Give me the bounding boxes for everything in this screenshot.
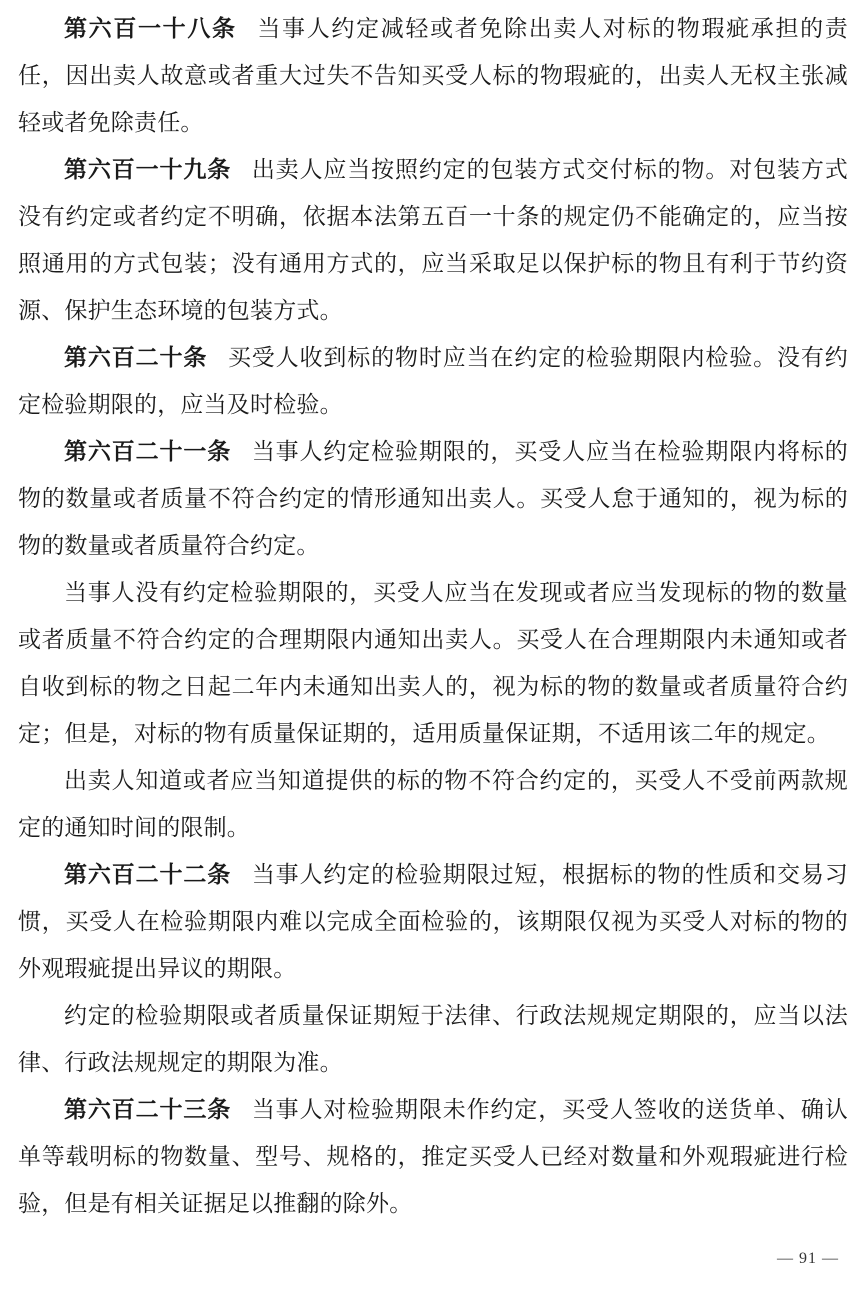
article-text: 出卖人应当按照约定的包装方式交付标的物。对包装方式没有约定或者约定不明确，依据本法第五百一十条的规定仍不能确定的，应当按照通用的方式包装；没有通用方式的，应当采取足以保护标的物且有利于节约资源、保护生态环境的包装方式。	[18, 157, 848, 324]
article-text: 当事人没有约定检验期限的，买受人应当在发现或者应当发现标的物的数量或者质量不符合约定的合理期限内通知出卖人。买受人在合理期限内未通知或者自收到标的物之日起二年内未通知出卖人的，视为标的物的数量或者质量符合约定；但是，对标的物有质量保证期的，适用质量保证期，不适用该二年的规定。	[18, 580, 848, 747]
paragraph-article-621-clause-3	[18, 758, 848, 852]
paragraph-article-620	[18, 335, 848, 429]
article-number: 第六百一十八条	[64, 16, 237, 42]
paragraph-article-622	[18, 852, 848, 993]
article-number: 第六百二十三条	[64, 1097, 232, 1123]
page-number: — 91 —	[777, 1250, 839, 1267]
document-body	[18, 6, 848, 1228]
article-text: 出卖人知道或者应当知道提供的标的物不符合约定的，买受人不受前两款规定的通知时间的限制。	[18, 768, 848, 841]
paragraph-article-621-clause-2	[18, 570, 848, 758]
paragraph-article-621	[18, 429, 848, 570]
article-text: 当事人约定的检验期限过短，根据标的物的性质和交易习惯，买受人在检验期限内难以完成全面检验的，该期限仅视为买受人对标的物的外观瑕疵提出异议的期限。	[18, 862, 848, 982]
paragraph-article-618	[18, 6, 848, 147]
paragraph-article-623	[18, 1087, 848, 1228]
paragraph-article-619	[18, 147, 848, 335]
article-text: 当事人对检验期限未作约定，买受人签收的送货单、确认单等载明标的物数量、型号、规格的，推定买受人已经对数量和外观瑕疵进行检验，但是有相关证据足以推翻的除外。	[18, 1097, 848, 1217]
paragraph-article-622-clause-2	[18, 993, 848, 1087]
article-text: 当事人约定减轻或者免除出卖人对标的物瑕疵承担的责任，因出卖人故意或者重大过失不告知买受人标的物瑕疵的，出卖人无权主张减轻或者免除责任。	[18, 16, 848, 136]
article-number: 第六百一十九条	[64, 157, 232, 183]
article-text: 买受人收到标的物时应当在约定的检验期限内检验。没有约定检验期限的，应当及时检验。	[18, 345, 848, 418]
article-text: 约定的检验期限或者质量保证期短于法律、行政法规规定期限的，应当以法律、行政法规规定的期限为准。	[18, 1003, 848, 1076]
article-number: 第六百二十二条	[64, 862, 232, 888]
article-number: 第六百二十条	[64, 345, 208, 371]
article-text: 当事人约定检验期限的，买受人应当在检验期限内将标的物的数量或者质量不符合约定的情形通知出卖人。买受人怠于通知的，视为标的物的数量或者质量符合约定。	[18, 439, 848, 559]
article-number: 第六百二十一条	[64, 439, 232, 465]
